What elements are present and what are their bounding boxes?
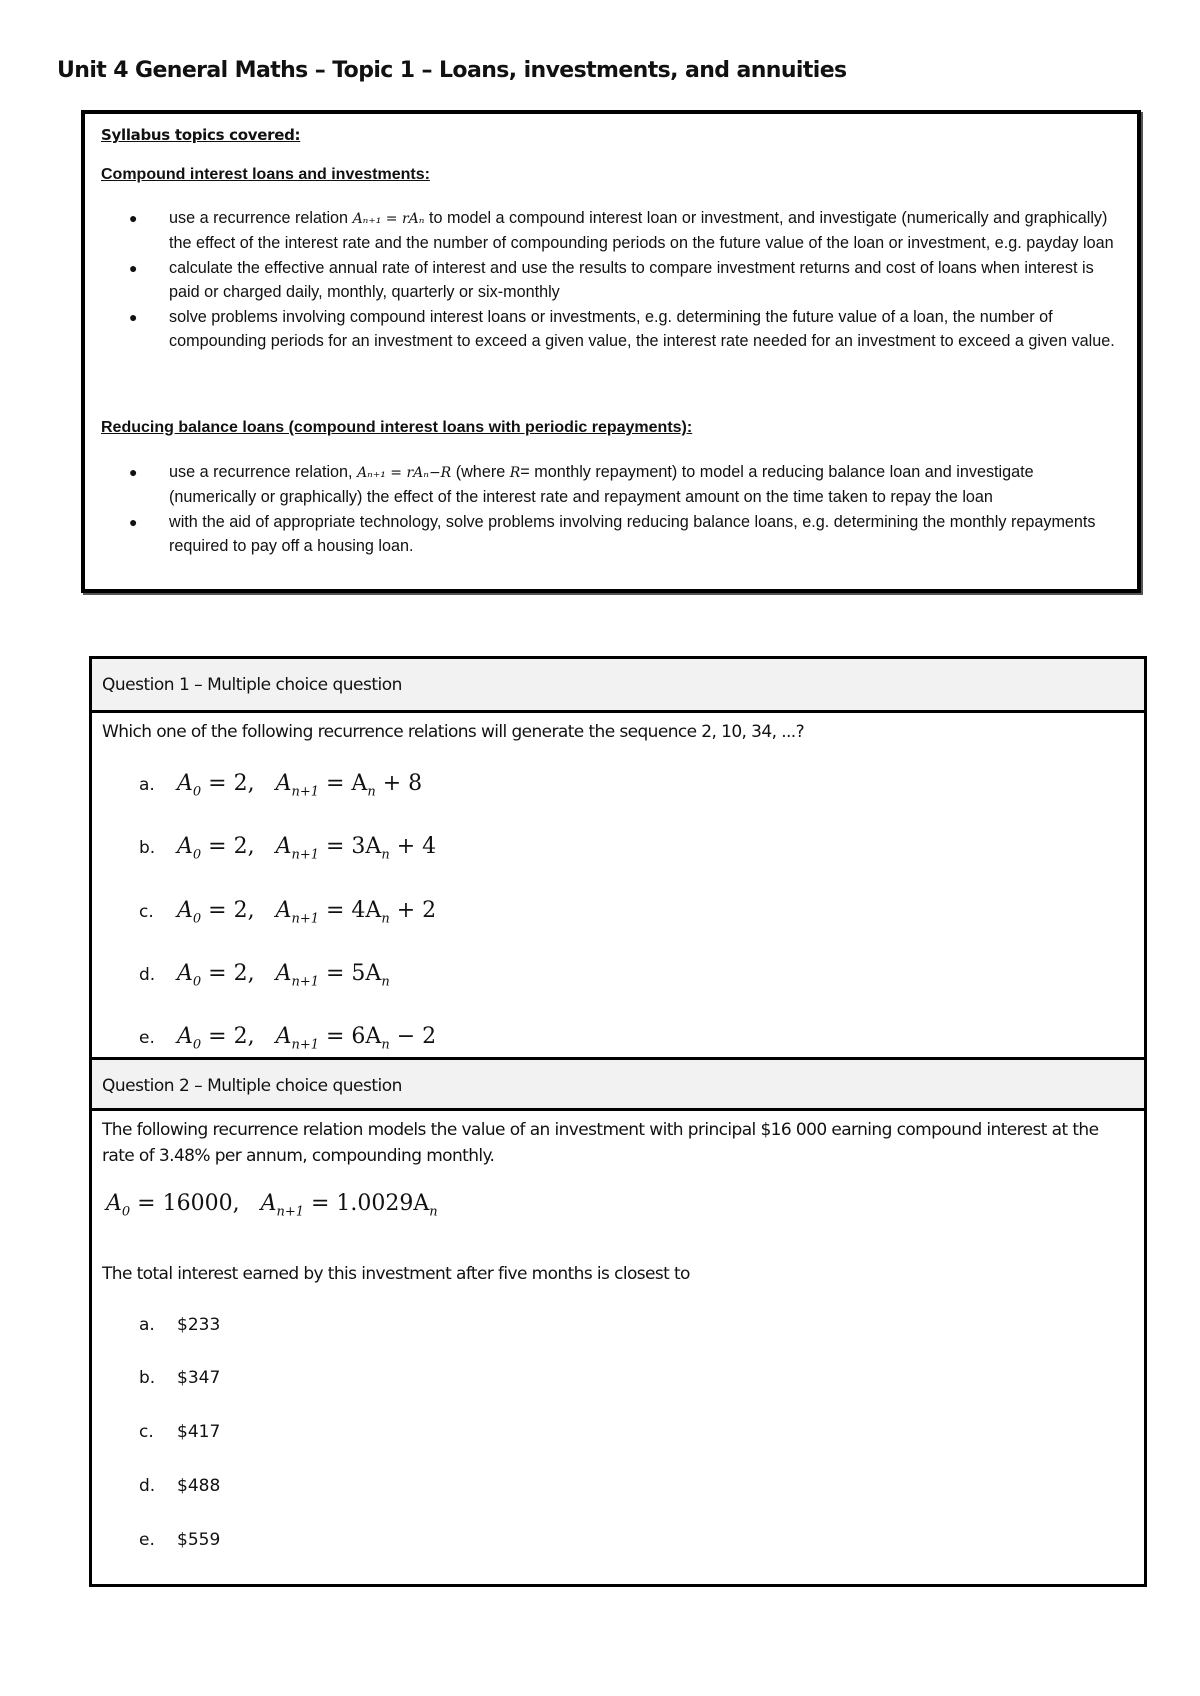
question-2-question: The total interest earned by this investment after five months is closest to xyxy=(102,1264,690,1284)
question-2-option-d: d. $488 xyxy=(139,1476,221,1496)
bullet-icon: ● xyxy=(129,514,138,530)
list-item: ● solve problems involving compound interest loans or investments, e.g. determining the future value of a loan, the number of compounding periods for an investment to exceed a given value, the interest rate needed for an investment to exceed a given value. xyxy=(85,305,1137,353)
syllabus-box xyxy=(81,110,1141,593)
question-2-option-c: c. $417 xyxy=(139,1422,221,1442)
question-1-option-c: c. $A_0 = 2$, $A_{n+1} = 4A_n + 2$ xyxy=(139,898,437,927)
question-1-option-d: d. $A_0 = 2$, $A_{n+1} = 5A_n$ xyxy=(139,961,390,990)
question-1-prompt: Which one of the following recurrence relations will generate the sequence 2, 10, 34, ...? xyxy=(102,722,805,742)
section-heading-reducing-balance: Reducing balance loans (compound interest loans with periodic repayments): xyxy=(101,419,693,436)
question-2-equation: $A_0 = 16000$, $A_{n+1} = 1.0029A_n$ xyxy=(106,1191,438,1220)
question-1-option-a: a. $A_0 = 2$, $A_{n+1} = A_n + 8$ xyxy=(139,771,423,800)
question-1-body xyxy=(92,713,1144,1057)
question-2-option-e: e. $559 xyxy=(139,1530,221,1550)
compound-interest-list xyxy=(85,206,1137,354)
bullet-icon: ● xyxy=(129,260,138,276)
recurrence-formula: Aₙ₊₁ = rAₙ−R xyxy=(357,465,452,481)
question-1-option-e: e. $A_0 = 2$, $A_{n+1} = 6A_n - 2$ xyxy=(139,1024,437,1053)
recurrence-formula: Aₙ₊₁ = rAₙ xyxy=(352,211,425,227)
question-2-option-a: a. $233 xyxy=(139,1315,221,1335)
page-title: Unit 4 General Maths – Topic 1 – Loans, investments, and annuities xyxy=(57,58,847,83)
question-2-option-b: b. $347 xyxy=(139,1368,221,1388)
syllabus-heading: Syllabus topics covered: xyxy=(101,126,301,144)
list-item: ● use a recurrence relation Aₙ₊₁ = rAₙ to model a compound interest loan or investment, and investigate (numerically and graphically) the effect of the interest rate and the number of compounding periods on the future value of the loan or investment, e.g. payday loan xyxy=(85,206,1137,255)
question-2-header: Question 2 – Multiple choice question xyxy=(92,1057,1144,1111)
section-heading-compound-interest: Compound interest loans and investments: xyxy=(101,166,430,183)
list-item: ● with the aid of appropriate technology, solve problems involving reducing balance loans, e.g. determining the monthly repayments required to pay off a housing loan. xyxy=(85,510,1137,558)
bullet-icon: ● xyxy=(129,210,138,226)
question-1-option-b: b. $A_0 = 2$, $A_{n+1} = 3A_n + 4$ xyxy=(139,834,437,863)
questions-table xyxy=(89,656,1147,1587)
question-2-prompt: The following recurrence relation models the value of an investment with principal $16 000 earning compound interest at the rate of 3.48% per annum, compounding monthly. xyxy=(102,1120,1099,1166)
bullet-icon: ● xyxy=(129,309,138,325)
list-item: ● calculate the effective annual rate of interest and use the results to compare investment returns and cost of loans when interest is paid or charged daily, monthly, quarterly or six-monthly xyxy=(85,256,1137,304)
reducing-balance-list xyxy=(85,460,1137,559)
question-2-body xyxy=(92,1111,1144,1584)
bullet-icon: ● xyxy=(129,464,138,480)
list-item: ● use a recurrence relation, Aₙ₊₁ = rAₙ−R (where R= monthly repayment) to model a reducing balance loan and investigate (numerically or graphically) the effect of the interest rate and repayment amount on the time taken to repay the loan xyxy=(85,460,1137,509)
question-1-header: Question 1 – Multiple choice question xyxy=(92,659,1144,713)
